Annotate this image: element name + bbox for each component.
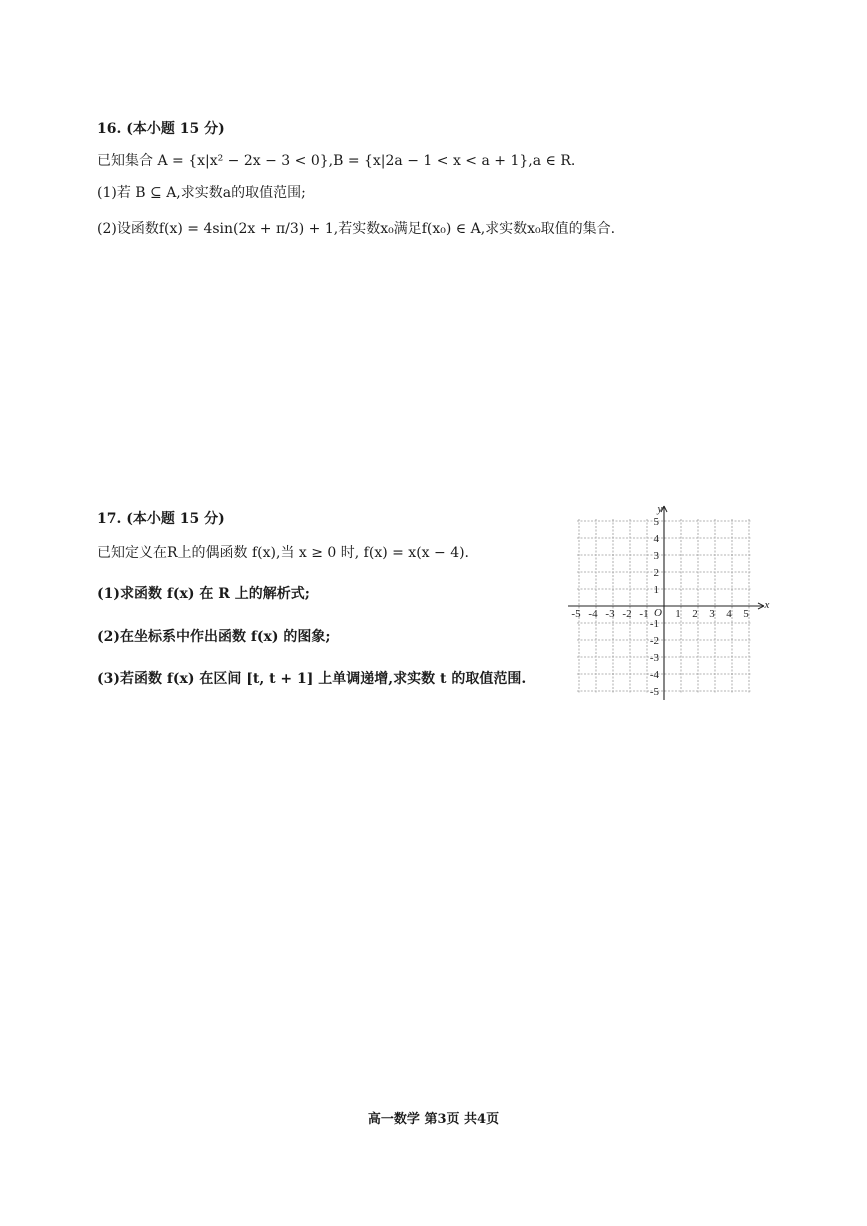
origin-label: O [654,607,662,619]
coordinate-grid [566,502,771,702]
q17-heading: 17. (本小题 15 分) [97,511,225,527]
x-tick-label: 4 [726,608,732,620]
q17-part2: (2)在坐标系中作出函数 f(x) 的图象; [97,629,331,645]
q16-heading: 16. (本小题 15 分) [97,121,225,137]
y-tick-label: -5 [649,686,659,698]
x-tick-label: 1 [675,608,681,620]
q16-part1: (1)若 B ⊆ A,求实数a的取值范围; [97,185,306,201]
tick-labels [571,503,769,698]
x-tick-label: 5 [743,608,749,620]
q17-stem: 已知定义在R上的偶函数 f(x),当 x ≥ 0 时, f(x) = x(x − 4). [97,545,470,561]
axes [568,506,764,700]
y-tick-label: -1 [649,618,659,630]
x-tick-label: -2 [622,608,632,620]
q16-stem: 已知集合 A = {x|x² − 2x − 3 < 0},B = {x|2a − 1 < x < a + 1},a ∈ R. [97,153,576,169]
y-tick-label: 1 [653,584,659,596]
y-tick-label: 3 [653,550,659,562]
q17-part3: (3)若函数 f(x) 在区间 [t, t + 1] 上单调递增,求实数 t 的取值范围. [97,671,527,687]
x-tick-label: 3 [709,608,715,620]
y-tick-label: 2 [653,567,659,579]
y-tick-label: 5 [653,516,659,528]
y-tick-label: 4 [653,533,659,545]
y-tick-label: -3 [649,652,659,664]
y-axis-label: y [657,503,663,515]
x-tick-label: -5 [571,608,581,620]
y-tick-label: -4 [649,669,659,681]
page-footer: 高一数学 第3页 共4页 [367,1112,500,1127]
x-axis-label: x [764,599,770,611]
q16-part2: (2)设函数f(x) = 4sin(2x + π/3) + 1,若实数x₀满足f(x₀) ∈ A,求实数x₀取值的集合. [97,221,616,237]
x-tick-label: -4 [588,608,598,620]
x-tick-label: -1 [639,608,649,620]
q17-part1: (1)求函数 f(x) 在 R 上的解析式; [97,586,310,602]
x-tick-label: -3 [605,608,615,620]
x-tick-label: 2 [692,608,698,620]
y-tick-label: -2 [649,635,659,647]
